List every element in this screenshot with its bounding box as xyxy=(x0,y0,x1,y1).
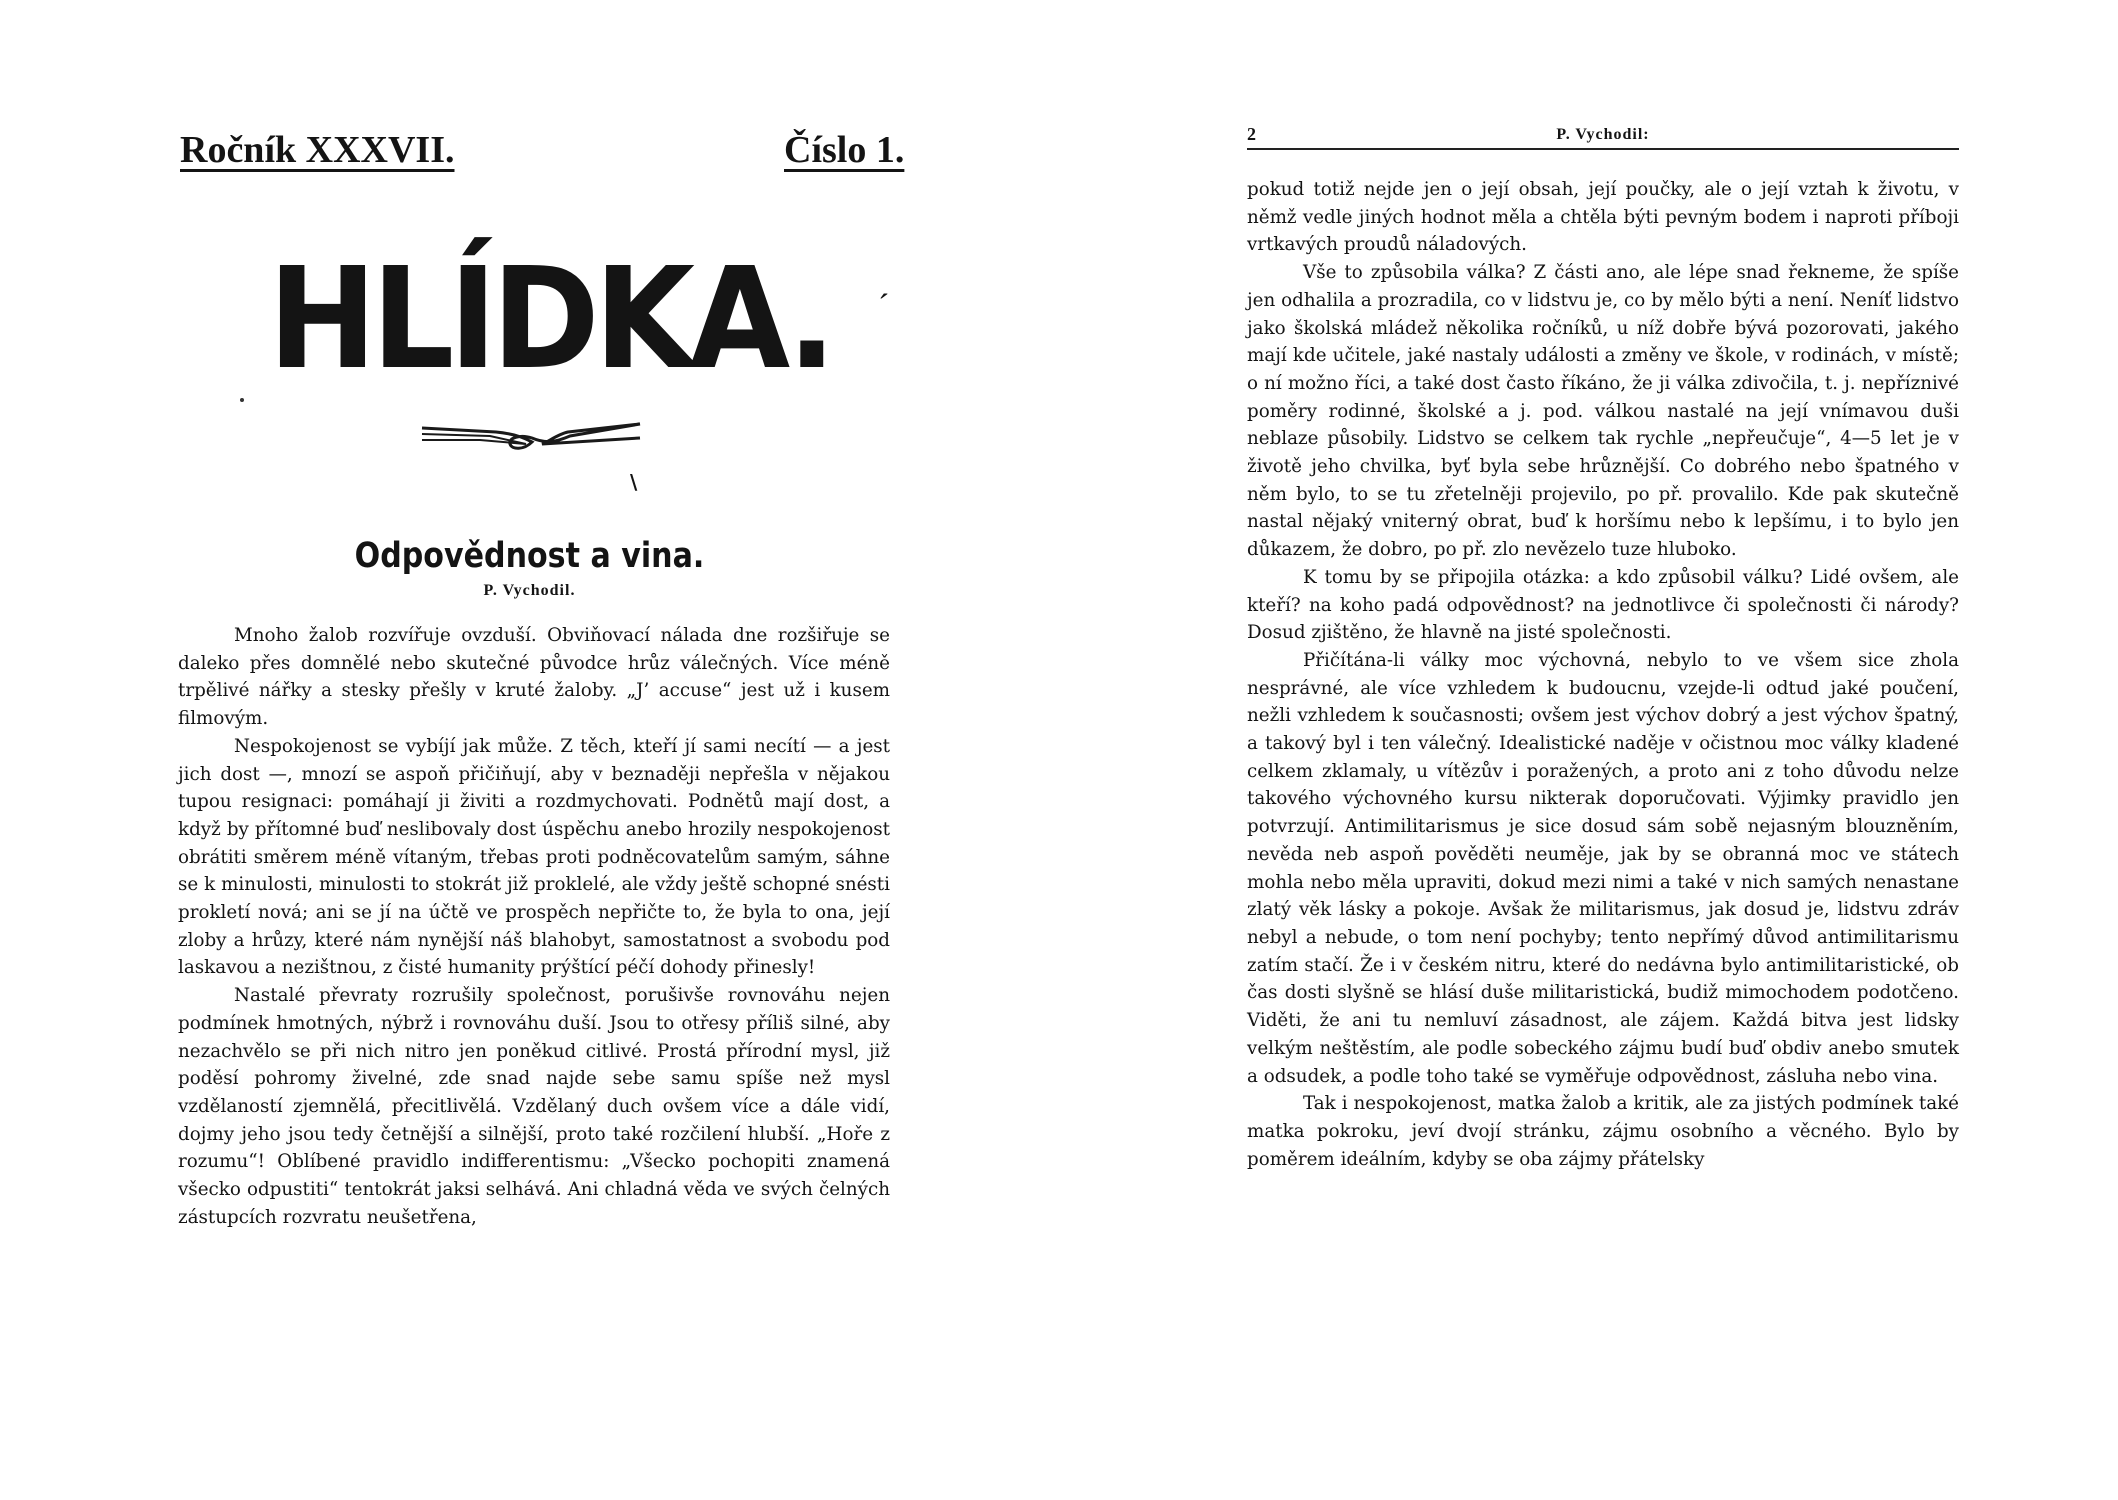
running-header xyxy=(1247,124,1959,150)
page-number: 2 xyxy=(1247,124,1256,144)
paragraph: Vše to způsobila válka? Z části ano, ale lépe snad řekneme, že spíše jen odhalila a prozradila, co v lidstvu je, co by mělo býti a není. Neníť lidstvo jako školská mládež několika ročníků, u níž dobře bývá pozorovati, jakého mají kde učitele, jaké nastaly události a změny ve škole, v rodinách, v místě; o ní možno říci, a také dost často říkáno, že ji válka zdivočila, t. j. nepříznivé poměry rodinné, školské a j. pod. válkou nastalé na její vnímavou duši neblaze působily. Lidstvo se celkem tak rychle „nepřeučuje“, 4—5 let je v životě jeho chvilka, byť byla sebe hrůznější. Co dobrého nebo špatného v něm bylo, to se tu zřetelněji projevilo, po př. provalilo. Kde pak skutečně nastal nějaký vniterný obrat, buď k horšímu nebo k lepšímu, i to bylo jen důkazem, že dobro, po př. zlo nevězelo tuze hluboko. xyxy=(1247,262,1959,561)
paragraph: Nespokojenost se vybíjí jak může. Z těch, kteří jí sami necítí — a jest jich dost —, mnozí se aspoň přičiňují, aby v beznaději nepřešla v nějakou tupou resignaci: pomáhají ji živiti a rozdmychovati. Podnětů mají dost, a když by přítomné buď neslibovaly dost úspěchu anebo hrozily nespokojenost obrátiti směrem méně vítaným, třebas proti podněcovatelům samým, sáhne se k minulosti, minulosti to stokrát již proklelé, ale vždy ještě schopné snésti prokletí nová; ani se jí na účtě ve prospěch nepřičte to, že byla to ona, její zloby a hrůzy, které nám nynější náš blahobyt, samostatnost a svobodu pod laskavou a nezištnou, z čisté humanity prýštící péčí dohody přinesly! xyxy=(178,735,890,979)
paragraph: pokud totiž nejde jen o její obsah, její poučky, ale o její vztah k životu, v němž vedle jiných hodnot měla a chtěla býti pevným bodem i naproti příboji vrtkavých proudů náladových. xyxy=(1247,179,1959,256)
running-head-title: P. Vychodil: xyxy=(1556,126,1650,143)
ornamental-divider xyxy=(420,420,642,454)
paragraph: Tak i nespokojenost, matka žalob a kritik, ale za jistých podmínek také matka pokroku, jeví dvojí stránku, zájmu osobního a věcného. Bylo by poměrem ideálním, kdyby se oba zájmy přátelsky xyxy=(1247,1093,1959,1170)
article-author: P. Vychodil. xyxy=(483,582,576,599)
issue-number: Číslo 1. xyxy=(784,129,905,171)
paragraph: Přičítána-li války moc výchovná, nebylo to ve všem sice zhola nesprávné, ale více vzhledem k budoucnu, vzejde-li odtud jaké poučení, nežli vzhledem k současnosti; ovšem jest výchov dobrý a jest výchov špatný, a takový byl i ten válečný. Idealistické naděje v očistnou moc války kladené celkem zklamaly, u vítězův i poražených, a proto ani z toho důvodu nelze takového výchovného kursu nikterak doporučovati. Výjimky pravidlo jen potvrzují. Antimilitarismus je sice dosud sám sobě nejasným blouzněním, nevěda neb aspoň pověděti neuměje, jak by se obranná moc ve státech mohla nebo měla upraviti, dokud mezi nimi a také v nich samých nenastane zlatý věk lásky a pokoje. Avšak že militarismus, jak dosud je, lidstvu zdráv nebyl a nebude, o tom není pochyby; tento nepřímý důvod antimilitarismu zatím stačí. Že i v českém nitru, které do nedávna bylo antimilitaristické, ob čas dosti slyšně se hlásí duše militaristická, budiž mimochodem podotčeno. Viděti, že ani tu nemluví zásadnost, ale zájem. Každá bitva jest lidsky velkým neštěstím, ale podle sobeckého zájmu budí buď obdiv anebo smutek a odsudek, a podle toho také se vyměřuje odpovědnost, zásluha nebo vina. xyxy=(1247,649,1959,1087)
stray-dot-mark xyxy=(240,398,244,402)
right-page xyxy=(1059,0,2118,1500)
paragraph: Nastalé převraty rozrušily společnost, porušivše rovnováhu nejen podmínek hmotných, nýbrž i rovnováhu duší. Jsou to otřesy příliš silné, aby nezachvělo se při nich nitro jen poněkud citlivé. Prostá přírodní mysl, již poděsí pohromy živelné, zde snad najde sebe samu spíše než mysl vzdělaností zjemnělá, přecitlivělá. Vzdělaný duch ovšem více a dále vidí, dojmy jeho jsou tedy četnější a silnější, proto také rozčilení hlubší. „Hoře z rozumu“! Oblíbené pravidlo indifferentismu: „Všecko pochopiti znamená všecko odpustiti“ tentokrát jaksi selhává. Ani chladná věda ve svých čelných zástupcích rozvratu neušetřena, xyxy=(178,985,890,1228)
paragraph: K tomu by se připojila otázka: a kdo způsobil válku? Lidé ovšem, ale kteří? na koho padá odpovědnost? na jednotlivce či společnosti či národy? Dosud zjištěno, že hlavně na jisté společnosti. xyxy=(1247,566,1959,644)
continued-body xyxy=(1247,176,1959,1173)
journal-masthead: HLÍDKA. xyxy=(268,238,831,401)
article-body xyxy=(178,622,890,1231)
stray-hook-mark: \ xyxy=(630,470,638,494)
paragraph: Mnoho žalob rozvířuje ovzduší. Obviňovací nálada dne rozšiřuje se daleko přes domnělé nebo skutečné původce hrůz válečných. Více méně trpělivé nářky a stesky přešly v kruté žaloby. „J’ accuse“ jest už i kusem filmovým. xyxy=(178,625,890,730)
volume-number: Ročník XXXVII. xyxy=(180,129,455,171)
stray-accent-mark: ´ xyxy=(878,288,890,325)
article-title: Odpovědnost a vina. xyxy=(354,536,705,576)
